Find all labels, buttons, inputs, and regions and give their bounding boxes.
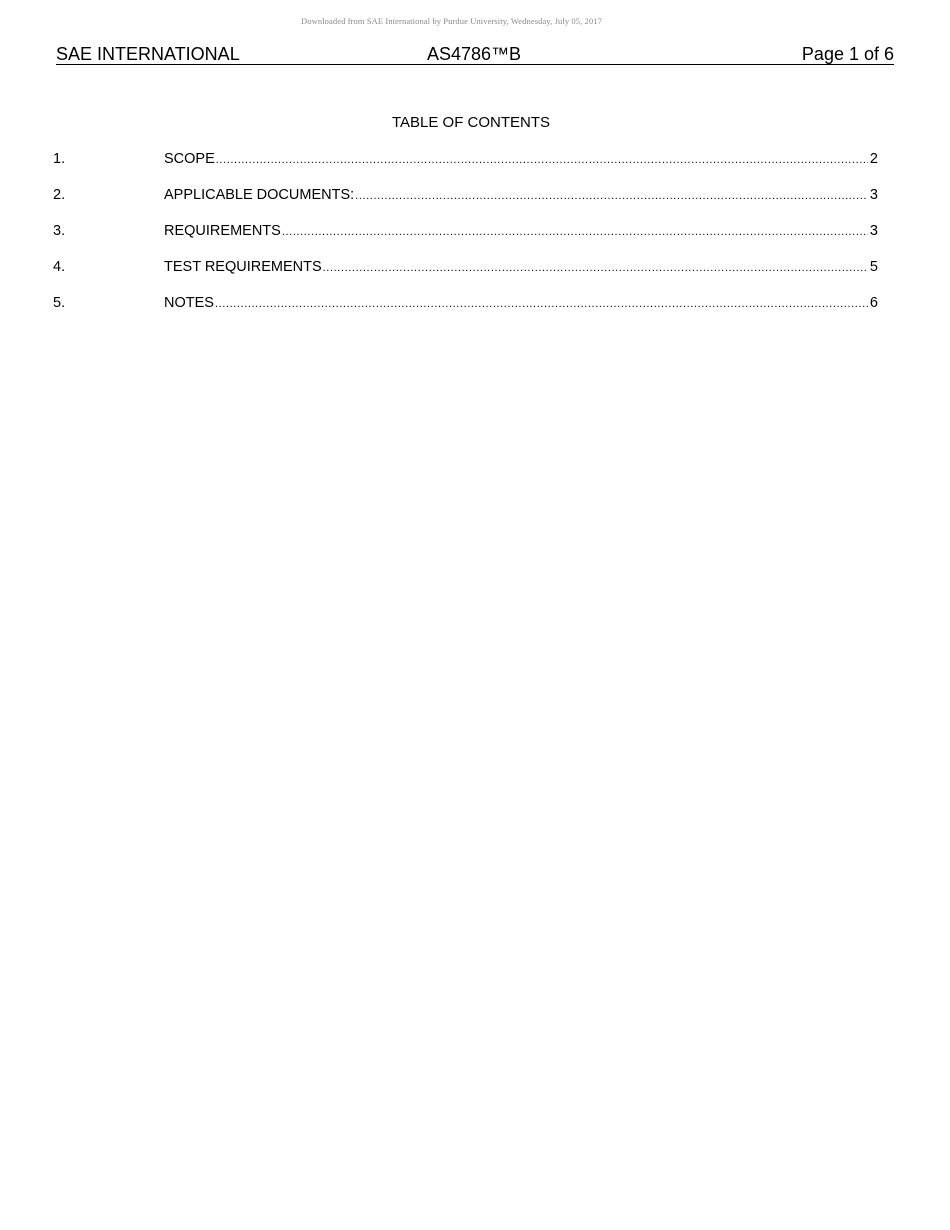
toc-title: TABLE OF CONTENTS: [391, 114, 551, 131]
toc-entry-requirements[interactable]: [53, 222, 878, 258]
toc-entry-number: 2.: [53, 187, 66, 203]
toc-entry-page: 3: [869, 223, 878, 239]
toc-entry-label: APPLICABLE DOCUMENTS:: [164, 187, 355, 203]
download-watermark: Downloaded from SAE International by Purdue University, Wednesday, July 05, 2017: [301, 16, 602, 26]
dot-leader: [216, 151, 868, 169]
toc-entry-number: 1.: [53, 151, 66, 167]
toc-entry-page: 2: [869, 151, 878, 167]
page-header: [56, 44, 894, 65]
organization-name: SAE INTERNATIONAL: [56, 44, 240, 64]
toc-entry-label: TEST REQUIREMENTS: [164, 259, 322, 275]
toc-list: [53, 150, 878, 330]
document-number: AS4786™B: [427, 44, 522, 64]
dot-leader: [215, 295, 868, 313]
dot-leader: [355, 187, 868, 205]
toc-entry-page: 5: [869, 259, 878, 275]
toc-entry-number: 4.: [53, 259, 66, 275]
toc-entry-test-requirements[interactable]: [53, 258, 878, 294]
dot-leader: [323, 259, 868, 277]
toc-entry-applicable-documents[interactable]: [53, 186, 878, 222]
toc-entry-notes[interactable]: [53, 294, 878, 330]
toc-entry-label: NOTES: [164, 295, 214, 311]
toc-entry-number: 3.: [53, 223, 66, 239]
toc-entry-label: SCOPE: [164, 151, 215, 167]
page-number: Page 1 of 6: [801, 44, 894, 64]
toc-entry-page: 6: [869, 295, 878, 311]
toc-entry-number: 5.: [53, 295, 66, 311]
toc-entry-label: REQUIREMENTS: [164, 223, 281, 239]
toc-entry-scope[interactable]: [53, 150, 878, 186]
toc-entry-page: 3: [869, 187, 878, 203]
dot-leader: [282, 223, 868, 241]
